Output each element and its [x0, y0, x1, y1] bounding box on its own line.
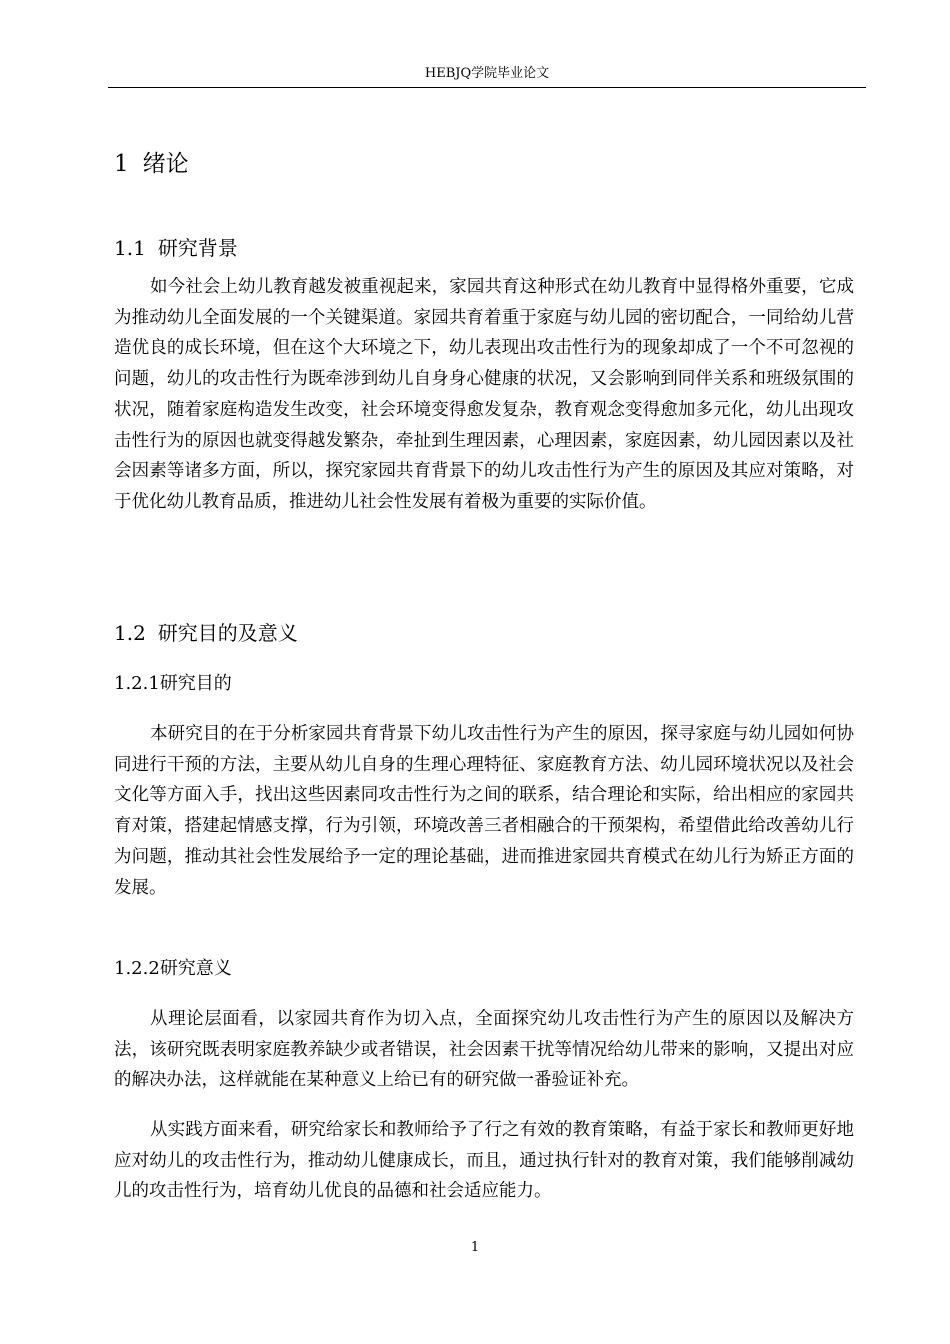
subsection-number: 1.2.2 — [114, 958, 160, 979]
significance-paragraph-practice: 从实践方面来看，研究给家长和教师给予了行之有效的教育策略，有益于家长和教师更好地应对幼儿的攻击性行为，推动幼儿健康成长，而且，通过执行针对的教育对策，我们能够削减幼儿的攻击性行为，培育幼儿优良的品德和社会适应能力。 — [114, 1120, 854, 1202]
background-paragraph: 如今社会上幼儿教育越发被重视起来，家园共育这种形式在幼儿教育中显得格外重要，它成为推动幼儿全面发展的一个关键渠道。家园共育着重于家庭与幼儿园的密切配合，一同给幼儿营造优良的成长环境，但在这个大环境之下，幼儿表现出攻击性行为的现象却成了一个不可忽视的问题，幼儿的攻击性行为既牵涉到幼儿自身身心健康的状况，又会影响到同伴关系和班级氛围的状况，随着家庭构造发生改变，社会环境变得愈发复杂，教育观念变得愈加多元化，幼儿出现攻击性行为的原因也就变得越发繁杂，牵扯到生理因素，心理因素，家庭因素，幼儿园因素以及社会因素等诸多方面，所以，探究家园共育背景下的幼儿攻击性行为产生的原因及其应对策略，对于优化幼儿教育品质，推进幼儿社会性发展有着极为重要的实际价值。 — [114, 277, 854, 512]
subsection-heading-1-2-2 — [114, 956, 232, 982]
page-header — [108, 66, 866, 82]
chapter-title: 绪论 — [142, 151, 189, 177]
subsection-title: 研究意义 — [159, 958, 232, 979]
section-number: 1.1 — [114, 236, 146, 260]
subsection-heading-1-2-1 — [114, 671, 232, 697]
subsection-number: 1.2.1 — [114, 673, 160, 694]
section-title: 研究背景 — [157, 236, 238, 260]
section-number: 1.2 — [114, 621, 146, 645]
header-title: HEBJQ学院毕业论文 — [424, 66, 550, 81]
header-divider — [108, 87, 866, 88]
section-heading-1-2 — [114, 619, 298, 647]
section-heading-1-1 — [114, 234, 238, 262]
chapter-heading — [114, 148, 189, 180]
subsection-title: 研究目的 — [159, 673, 232, 694]
section-title: 研究目的及意义 — [157, 621, 298, 645]
chapter-number: 1 — [114, 151, 129, 177]
page-number: 1 — [470, 1240, 480, 1255]
significance-paragraph-theory: 从理论层面看，以家园共育作为切入点，全面探究幼儿攻击性行为产生的原因以及解决方法，该研究既表明家庭教养缺少或者错误，社会因素干扰等情况给幼儿带来的影响，又提出对应的解决办法，这样就能在某种意义上给已有的研究做一番验证补充。 — [114, 1009, 854, 1091]
purpose-paragraph: 本研究目的在于分析家园共育背景下幼儿攻击性行为产生的原因，探寻家庭与幼儿园如何协同进行干预的方法，主要从幼儿自身的生理心理特征、家庭教育方法、幼儿园环境状况以及社会文化等方面入手，找出这些因素同攻击性行为之间的联系，结合理论和实际，给出相应的家园共育对策，搭建起情感支撑，行为引领，环境改善三者相融合的干预架构，希望借此给改善幼儿行为问题，推动其社会性发展给予一定的理论基础，进而推进家园共育模式在幼儿行为矫正方面的发展。 — [114, 724, 854, 898]
